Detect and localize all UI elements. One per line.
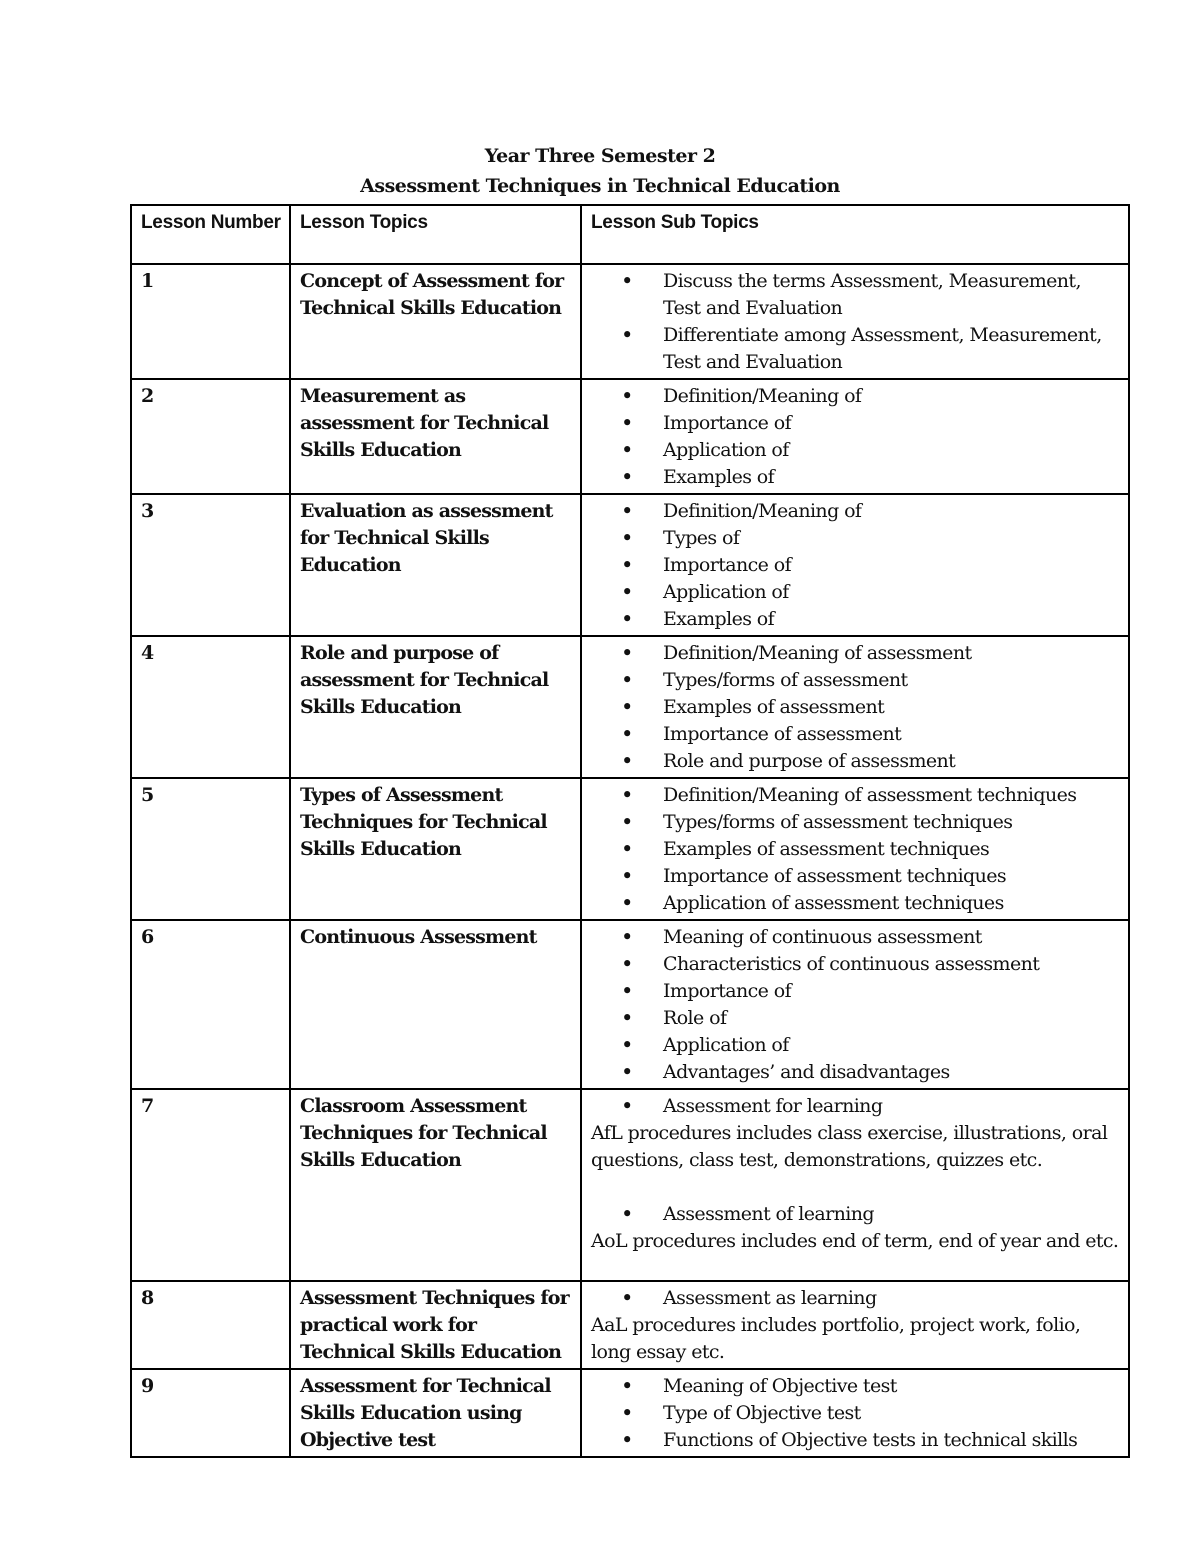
lesson-subtopics xyxy=(581,264,1129,379)
paragraph-gap xyxy=(591,1174,1120,1201)
lesson-table xyxy=(130,204,1130,1458)
subtopic-item: • Discuss the terms Assessment, Measurement, Test and Evaluation xyxy=(591,268,1120,322)
table-row xyxy=(131,778,1129,920)
subtopic-item: • Role of xyxy=(591,1005,1120,1032)
lesson-number: 7 xyxy=(131,1089,290,1281)
subtopic-item: • Application of xyxy=(591,579,1120,606)
subtopic-item: • Importance of assessment xyxy=(591,721,1120,748)
lesson-topic: Assessment Techniques for practical work for Technical Skills Education xyxy=(290,1281,581,1369)
subtopic-item: • Application of assessment techniques xyxy=(591,890,1120,917)
lesson-topic: Types of Assessment Techniques for Technical Skills Education xyxy=(290,778,581,920)
table-row xyxy=(131,264,1129,379)
lesson-topic: Assessment for Technical Skills Education using Objective test xyxy=(290,1369,581,1457)
lesson-subtopics xyxy=(581,494,1129,636)
subtopic-item: • Assessment of learning xyxy=(591,1201,1120,1228)
subtopic-item: • Types/forms of assessment techniques xyxy=(591,809,1120,836)
lesson-topic: Role and purpose of assessment for Technical Skills Education xyxy=(290,636,581,778)
subtopic-item: • Types/forms of assessment xyxy=(591,667,1120,694)
table-row xyxy=(131,1369,1129,1457)
header-lesson-sub-topics: Lesson Sub Topics xyxy=(581,205,1129,264)
lesson-number: 9 xyxy=(131,1369,290,1457)
subtopic-item: • Application of xyxy=(591,437,1120,464)
subtopic-item: • Functions of Objective tests in technical skills xyxy=(591,1427,1120,1454)
subtopic-item: • Advantages’ and disadvantages xyxy=(591,1059,1120,1086)
subtopic-item: • Assessment as learning xyxy=(591,1285,1120,1312)
lesson-number: 2 xyxy=(131,379,290,494)
lesson-number: 4 xyxy=(131,636,290,778)
subtopic-item: • Examples of assessment techniques xyxy=(591,836,1120,863)
lesson-topic: Continuous Assessment xyxy=(290,920,581,1089)
header-lesson-number: Lesson Number xyxy=(131,205,290,264)
table-row xyxy=(131,1089,1129,1281)
subtopic-item: • Role and purpose of assessment xyxy=(591,748,1120,775)
subtopic-item: • Importance of xyxy=(591,552,1120,579)
table-row xyxy=(131,494,1129,636)
lesson-subtopics xyxy=(581,636,1129,778)
subtopic-item: • Definition/Meaning of assessment techniques xyxy=(591,782,1120,809)
subtopic-item: • Importance of assessment techniques xyxy=(591,863,1120,890)
lesson-number: 8 xyxy=(131,1281,290,1369)
lesson-topic: Measurement as assessment for Technical Skills Education xyxy=(290,379,581,494)
subtopic-item: • Examples of xyxy=(591,464,1120,491)
subtopic-item: • Assessment for learning xyxy=(591,1093,1120,1120)
subtopic-item: • Importance of xyxy=(591,978,1120,1005)
subtopic-paragraph: AfL procedures includes class exercise, illustrations, oral questions, class test, demonstrations, quizzes etc. xyxy=(591,1122,1108,1171)
lesson-topic: Evaluation as assessment for Technical Skills Education xyxy=(290,494,581,636)
table-header-row xyxy=(131,205,1129,264)
subtopic-paragraph: AaL procedures includes portfolio, project work, folio, long essay etc. xyxy=(591,1314,1081,1363)
lesson-subtopics xyxy=(581,379,1129,494)
subtopic-item: • Definition/Meaning of xyxy=(591,383,1120,410)
subtopic-item: • Meaning of Objective test xyxy=(591,1373,1120,1400)
lesson-number: 6 xyxy=(131,920,290,1089)
subtopic-item: • Examples of xyxy=(591,606,1120,633)
subtopic-item: • Definition/Meaning of assessment xyxy=(591,640,1120,667)
subtopic-item: • Importance of xyxy=(591,410,1120,437)
table-row xyxy=(131,1281,1129,1369)
lesson-subtopics xyxy=(581,1281,1129,1369)
lesson-topic: Concept of Assessment for Technical Skills Education xyxy=(290,264,581,379)
lesson-number: 1 xyxy=(131,264,290,379)
subtopic-item: • Definition/Meaning of xyxy=(591,498,1120,525)
table-row xyxy=(131,920,1129,1089)
header-lesson-topics: Lesson Topics xyxy=(290,205,581,264)
document-title-line-1: Year Three Semester 2 xyxy=(484,145,716,167)
lesson-subtopics xyxy=(581,778,1129,920)
subtopic-paragraph: AoL procedures includes end of term, end of year and etc. xyxy=(591,1230,1119,1252)
table-row xyxy=(131,636,1129,778)
subtopic-item: • Application of xyxy=(591,1032,1120,1059)
document-title-line-2: Assessment Techniques in Technical Education xyxy=(360,175,840,197)
subtopic-item: • Characteristics of continuous assessment xyxy=(591,951,1120,978)
subtopic-item: • Differentiate among Assessment, Measurement, Test and Evaluation xyxy=(591,322,1120,376)
lesson-topic: Classroom Assessment Techniques for Technical Skills Education xyxy=(290,1089,581,1281)
lesson-subtopics xyxy=(581,1089,1129,1281)
lesson-subtopics xyxy=(581,1369,1129,1457)
lesson-number: 3 xyxy=(131,494,290,636)
subtopic-item: • Types of xyxy=(591,525,1120,552)
subtopic-item: • Meaning of continuous assessment xyxy=(591,924,1120,951)
subtopic-item: • Type of Objective test xyxy=(591,1400,1120,1427)
lesson-number: 5 xyxy=(131,778,290,920)
subtopic-item: • Examples of assessment xyxy=(591,694,1120,721)
table-row xyxy=(131,379,1129,494)
lesson-subtopics xyxy=(581,920,1129,1089)
